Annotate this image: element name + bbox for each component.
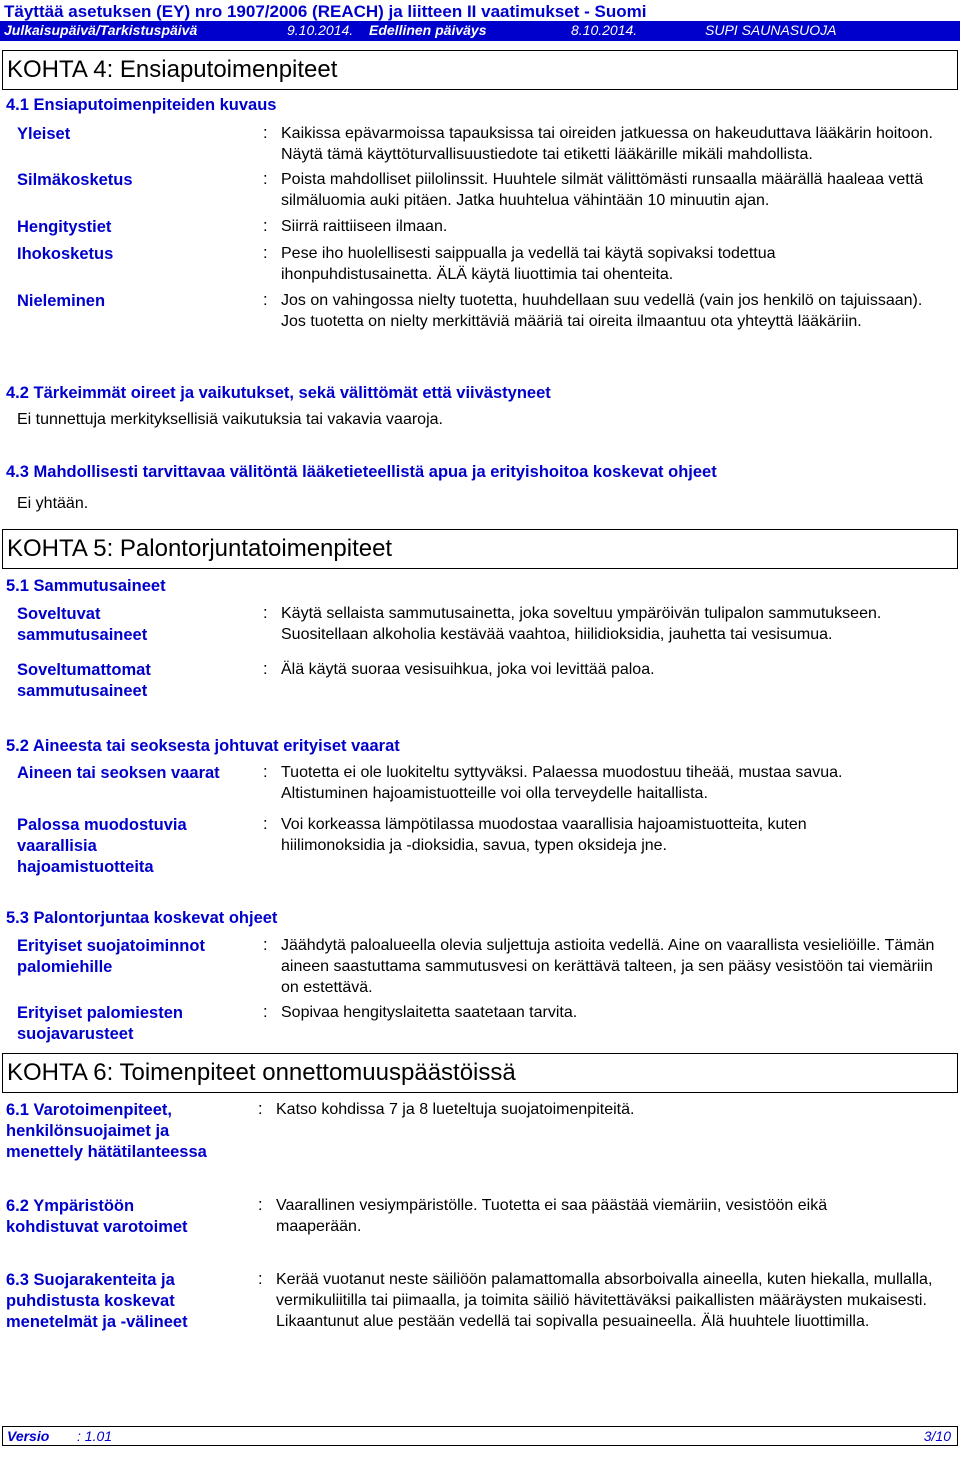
text-general: Kaikissa epävarmoissa tapauksissa tai oireiden jatkuessa on hakeuduttava lääkärin hoitoon. Näytä tämä käyttöturvallisuustiedote tai etiketti lääkärille mikäli mahdollista. [281,125,933,163]
text-4-2: Ei tunnettuja merkityksellisiä vaikutuksia tai vakavia vaaroja. [17,411,443,428]
text-ingestion: Jos on vahingossa nielty tuotetta, huuhdellaan suu vedellä (vain jos henkilö on tajuissaan). Jos tuotetta on nielty merkittäviä määriä tai oireita ilmaantuu ota yhteyttä lääkäriin. [281,292,923,330]
label-skin-contact: Ihokosketus [17,245,114,263]
separator-colon: : [263,660,268,678]
section-6-heading: KOHTA 6: Toimenpiteet onnettomuuspäästöissä [2,1053,958,1093]
label-6-2: 6.2 Ympäristöön kohdistuvat varotoimet [6,1197,188,1236]
version-label: Versio [7,1428,50,1444]
text-unsuitable-media: Älä käytä suoraa vesisuihkua, joka voi levittää paloa. [281,661,655,678]
separator-colon: : [263,763,268,781]
previous-date-value: 8.10.2014. [571,22,638,38]
page-number: 3/10 [923,1428,951,1444]
separator-colon: : [258,1100,263,1118]
text-eye-contact: Poista mahdolliset piilolinssit. Huuhtele silmät välittömästi runsaalla määrällä haaleaa vettä silmäluomia auki pitäen. Jatka huuhtelua vähintään 10 minuutin ajan. [281,171,924,209]
text-6-1: Katso kohdissa 7 ja 8 lueteltuja suojatoimenpiteitä. [276,1101,635,1118]
section-5-heading: KOHTA 5: Palontorjuntatoimenpiteet [2,529,958,569]
label-general: Yleiset [17,125,71,143]
label-suitable-media: Soveltuvat sammutusaineet [17,605,148,644]
label-eye-contact: Silmäkosketus [17,171,133,189]
separator-colon: : [263,124,268,142]
text-inhalation: Siirrä raittiiseen ilmaan. [281,218,448,235]
separator-colon: : [263,217,268,235]
separator-colon: : [258,1270,263,1288]
separator-colon: : [263,604,268,622]
text-firefighter-actions: Jäähdytä paloalueella olevia suljettuja astioita vedellä. Aine on vaarallista vesieliöille. Tämän aineen saastuttama sammutusvesi on kerättävä talteen, ja sen pääsy vesistöön tai viemäriin on estettävä. [281,937,935,996]
text-substance-hazards: Tuotetta ei ole luokiteltu syttyväksi. Palaessa muodostuu tiheää, mustaa savua. Altistuminen hajoamistuotteille voi olla terveydelle haitallista. [281,764,843,802]
issue-date-value: 9.10.2014. [287,22,354,38]
text-firefighter-equipment: Sopivaa hengityslaitetta saatetaan tarvita. [281,1004,578,1021]
product-name: SUPI SAUNASUOJA [705,22,837,38]
text-suitable-media: Käytä sellaista sammutusainetta, joka soveltuu ympäröivän tulipalon sammutukseen. Suositellaan alkoholia kestävää vaahtoa, hiilidioksidia, jauhetta tai vesisumua. [281,605,882,643]
regulation-title: Täyttää asetuksen (EY) nro 1907/2006 (REACH) ja liitteen II vaatimukset - Suomi [4,2,647,21]
subsection-5-2-title: 5.2 Aineesta tai seoksesta johtuvat erityiset vaarat [6,737,400,755]
subsection-5-3-title: 5.3 Palontorjuntaa koskevat ohjeet [6,909,278,927]
label-combustion-products: Palossa muodostuvia vaarallisia hajoamistuotteita [17,816,187,876]
text-6-3: Kerää vuotanut neste säiliöön palamattomalla absorboivalla aineella, kuten hiekalla, mullalla, vermikuliitilla tai piimaalla, ja toimita säiliö hävitettäväksi paikallisten määräysten mukaisesti. Likaantunut alue pestään vedellä tai sopivalla pesuaineella. Älä huuhtele liuottimilla. [276,1271,933,1330]
label-substance-hazards: Aineen tai seoksen vaarat [17,764,220,782]
subsection-4-3-title: 4.3 Mahdollisesti tarvittavaa välitöntä lääketieteellistä apua ja erityishoitoa koskevat ohjeet [6,463,717,481]
label-firefighter-equipment: Erityiset palomiesten suojavarusteet [17,1004,183,1043]
document-footer [2,1426,958,1446]
label-firefighter-actions: Erityiset suojatoiminnot palomiehille [17,937,205,976]
subsection-4-2-title: 4.2 Tärkeimmät oireet ja vaikutukset, sekä välittömät että viivästyneet [6,384,551,402]
label-ingestion: Nieleminen [17,292,106,310]
version-value: : 1.01 [77,1428,113,1444]
label-inhalation: Hengitystiet [17,218,112,236]
subsection-5-1-title: 5.1 Sammutusaineet [6,577,166,595]
label-6-3: 6.3 Suojarakenteita ja puhdistusta koskevat menetelmät ja -välineet [6,1271,188,1331]
separator-colon: : [263,1003,268,1021]
section-4-heading: KOHTA 4: Ensiaputoimenpiteet [2,50,958,90]
separator-colon: : [263,291,268,309]
label-6-1: 6.1 Varotoimenpiteet, henkilönsuojaimet ja menettely hätätilanteessa [6,1101,207,1161]
text-skin-contact: Pese iho huolellisesti saippualla ja vedellä tai käytä sopivaksi todettua ihonpuhdistusainetta. ÄLÄ käytä liuottimia tai ohenteita. [281,245,776,283]
separator-colon: : [258,1196,263,1214]
text-6-2: Vaarallinen vesiympäristölle. Tuotetta ei saa päästää viemäriin, vesistöön eikä maaperään. [276,1197,828,1235]
subsection-4-1-title: 4.1 Ensiaputoimenpiteiden kuvaus [6,96,277,114]
separator-colon: : [263,815,268,833]
separator-colon: : [263,244,268,262]
label-unsuitable-media: Soveltumattomat sammutusaineet [17,661,151,700]
document-header [0,0,960,44]
separator-colon: : [263,936,268,954]
issue-date-label: Julkaisupäivä/Tarkistuspäivä [4,22,198,38]
text-combustion-products: Voi korkeassa lämpötilassa muodostaa vaarallisia hajoamistuotteita, kuten hiilimonoksidia ja -dioksidia, savua, typen oksideja jne. [281,816,807,854]
separator-colon: : [263,170,268,188]
previous-date-label: Edellinen päiväys [369,22,487,38]
header-info-bar [0,21,960,41]
text-4-3: Ei yhtään. [17,495,89,512]
